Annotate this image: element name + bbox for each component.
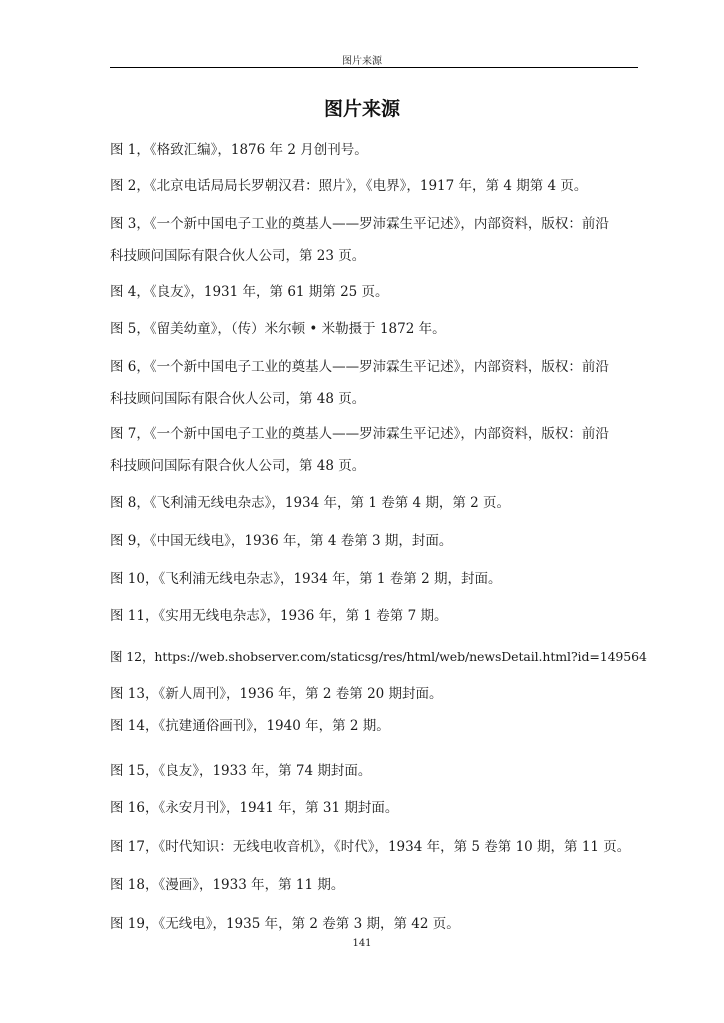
citation-entry-13: [110, 678, 636, 710]
citation-entry-9: [110, 525, 636, 557]
citation-entry-8: [110, 487, 636, 519]
page-title: 图片来源: [323, 98, 400, 120]
citation-entry-1: [110, 134, 636, 166]
citation-line: 图 18，《漫画》，1933 年，第 11 期。: [110, 877, 345, 893]
citation-line: 图 15，《良友》，1933 年，第 74 期封面。: [110, 763, 372, 779]
citation-line: 图 17，《时代知识：无线电收音机》，《时代》，1934 年，第 5 卷第 10 期，第 11 页。: [110, 839, 631, 855]
citation-line: 图 6，《一个新中国电子工业的奠基人——罗沛霖生平记述》，内部资料，版权：前沿: [110, 359, 609, 375]
citation-entry-17: [110, 831, 636, 863]
citation-entry-19: [110, 908, 636, 940]
citation-entry-4: [110, 276, 636, 308]
header-rule: [110, 67, 638, 68]
citation-entry-2: [110, 170, 636, 202]
citation-line: 图 8，《飞利浦无线电杂志》，1934 年，第 1 卷第 4 期，第 2 页。: [110, 495, 511, 511]
citation-line: 图 1，《格致汇编》，1876 年 2 月创刊号。: [110, 142, 368, 158]
citation-line: 图 2，《北京电话局局长罗朝汉君：照片》，《电界》，1917 年，第 4 期第 4 页。: [110, 178, 588, 194]
citation-entry-14: [110, 710, 636, 742]
citation-entry-18: [110, 869, 636, 901]
citation-entry-16: [110, 792, 636, 824]
page-number: 141: [352, 938, 372, 949]
citation-entry-10: [110, 563, 636, 595]
citation-line: 图 7，《一个新中国电子工业的奠基人——罗沛霖生平记述》，内部资料，版权：前沿: [110, 426, 609, 442]
citation-entry-15: [110, 755, 636, 787]
citation-line: 图 19，《无线电》，1935 年，第 2 卷第 3 期，第 42 页。: [110, 916, 460, 932]
citation-line: 图 10，《飞利浦无线电杂志》，1934 年，第 1 卷第 2 期，封面。: [110, 571, 502, 587]
citation-line: 图 14，《抗建通俗画刊》，1940 年，第 2 期。: [110, 718, 390, 734]
citation-entry-12: [110, 641, 647, 673]
citation-line: 科技顾问国际有限合伙人公司，第 48 页。: [110, 391, 366, 407]
citation-line: 图 16，《永安月刊》，1941 年，第 31 期封面。: [110, 800, 399, 816]
citation-line: 图 4，《良友》，1931 年，第 61 期第 25 页。: [110, 284, 389, 300]
citation-entry-11: [110, 600, 636, 632]
running-header: 图片来源: [342, 56, 382, 67]
citation-line: 图 13，《新人周刊》，1936 年，第 2 卷第 20 期封面。: [110, 686, 443, 702]
citation-line: 图 11，《实用无线电杂志》，1936 年，第 1 卷第 7 期。: [110, 608, 448, 624]
citation-line: 图 12，https://web.shobserver.com/staticsg/res/html/web/newsDetail.html?id=149564: [110, 649, 647, 664]
citation-line: 科技顾问国际有限合伙人公司，第 48 页。: [110, 458, 366, 474]
citation-entry-7: [110, 418, 636, 482]
citation-entry-5: [110, 313, 636, 345]
citation-line: 图 9，《中国无线电》，1936 年，第 4 卷第 3 期，封面。: [110, 533, 453, 549]
citation-entry-3: [110, 208, 636, 272]
citation-line: 科技顾问国际有限合伙人公司，第 23 页。: [110, 248, 366, 264]
citation-line: 图 5，《留美幼童》，（传）米尔顿 • 米勒摄于 1872 年。: [110, 321, 446, 337]
citation-entry-6: [110, 351, 636, 415]
citation-line: 图 3，《一个新中国电子工业的奠基人——罗沛霖生平记述》，内部资料，版权：前沿: [110, 216, 609, 232]
